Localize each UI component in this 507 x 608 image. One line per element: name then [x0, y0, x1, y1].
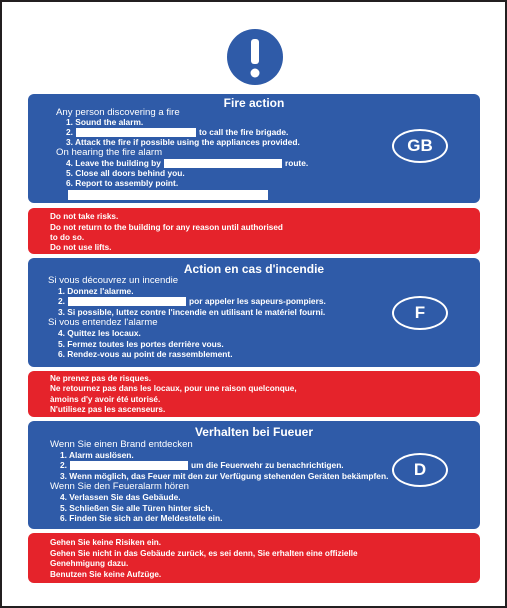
de-title: Verhalten bei Fueuer [194, 425, 314, 439]
fr-heading-discover: Si vous découvrez un incendie [48, 275, 179, 286]
gb-step-2: 2. to call the fire brigade. [66, 127, 289, 137]
fr-warning-3: àmoins d'y avoir été utorisé. [50, 395, 161, 404]
de-warnings-panel [28, 533, 480, 583]
gb-step-4-blank [164, 159, 282, 168]
fr-step-2-blank [68, 297, 186, 306]
de-country-badge: D [392, 453, 448, 487]
gb-title: Fire action [223, 96, 285, 110]
de-step-4: 4. Verlassen Sie das Gebäude. [60, 492, 181, 502]
fr-warning-2: Ne retournez pas dans les locaux, pour une raison quelconque, [50, 384, 297, 393]
fr-warning-1: Ne prenez pas de risques. [50, 374, 152, 383]
gb-step-4: 4. Leave the building by route. [66, 158, 309, 168]
gb-instructions-panel [28, 94, 480, 203]
de-warning-1: Gehen Sie keine Risiken ein. [50, 538, 162, 547]
gb-warning-4: Do not use lifts. [50, 243, 112, 252]
gb-step-2-blank [76, 128, 196, 137]
fr-step-3: 3. Si possible, luttez contre l'incendie en utilisant le matériel fourni. [58, 307, 326, 317]
fr-step-1: 1. Donnez l'alarme. [58, 286, 134, 296]
gb-country-badge: GB [392, 129, 448, 163]
de-step-6: 6. Finden Sie sich an der Meldestelle ein. [60, 513, 223, 523]
gb-assembly-point-blank [68, 190, 268, 200]
de-step-3: 3. Wenn möglich, das Feuer mit den zur Verfügung stehenden Geräten bekämpfen. [60, 471, 389, 481]
fr-heading-alarm: Si vous entendez l'alarme [48, 317, 158, 328]
fr-step-2: 2. por appeler les sapeurs-pompiers. [58, 296, 326, 306]
fr-title: Action en cas d'incendie [183, 262, 325, 276]
gb-warnings-panel [28, 208, 480, 254]
de-instructions-panel [28, 421, 480, 529]
de-heading-alarm: Wenn Sie den Feueralarm hören [50, 481, 190, 492]
de-step-2-blank [70, 461, 188, 470]
gb-warning-1: Do not take risks. [50, 212, 119, 221]
gb-step-3: 3. Attack the fire if possible using the appliances provided. [66, 137, 300, 147]
gb-step-6: 6. Report to assembly point. [66, 178, 179, 188]
de-warning-3: Genehmigung dazu. [50, 559, 129, 568]
fr-country-badge: F [392, 296, 448, 330]
fr-step-5: 5. Fermez toutes les portes derrière vous. [58, 339, 224, 349]
fr-warning-4: N'utilisez pas les ascenseurs. [50, 405, 166, 414]
de-step-1: 1. Alarm auslösen. [60, 450, 134, 460]
exclamation-mandatory-icon [227, 29, 283, 85]
fr-warnings-panel [28, 371, 480, 417]
de-step-5: 5. Schließen Sie alle Türen hinter sich. [60, 503, 213, 513]
gb-step-5: 5. Close all doors behind you. [66, 168, 185, 178]
gb-warning-3: to do so. [50, 233, 85, 242]
fr-step-4: 4. Quittez les locaux. [58, 328, 141, 338]
gb-heading-alarm: On hearing the fire alarm [56, 147, 163, 158]
gb-warning-2: Do not return to the building for any reason until authorised [50, 223, 283, 232]
de-step-2: 2. um die Feuerwehr zu benachrichtigen. [60, 460, 344, 470]
gb-step-1: 1. Sound the alarm. [66, 117, 144, 127]
gb-heading-discover: Any person discovering a fire [56, 107, 180, 118]
fr-step-6: 6. Rendez-vous au point de rassemblement. [58, 349, 233, 359]
de-heading-discover: Wenn Sie einen Brand entdecken [50, 439, 193, 450]
fr-instructions-panel [28, 258, 480, 367]
de-warning-4: Benutzen Sie keine Aufzüge. [50, 570, 162, 579]
de-warning-2: Gehen Sie nicht in das Gebäude zurück, es sei denn, Sie erhalten eine offizielle [50, 549, 358, 558]
